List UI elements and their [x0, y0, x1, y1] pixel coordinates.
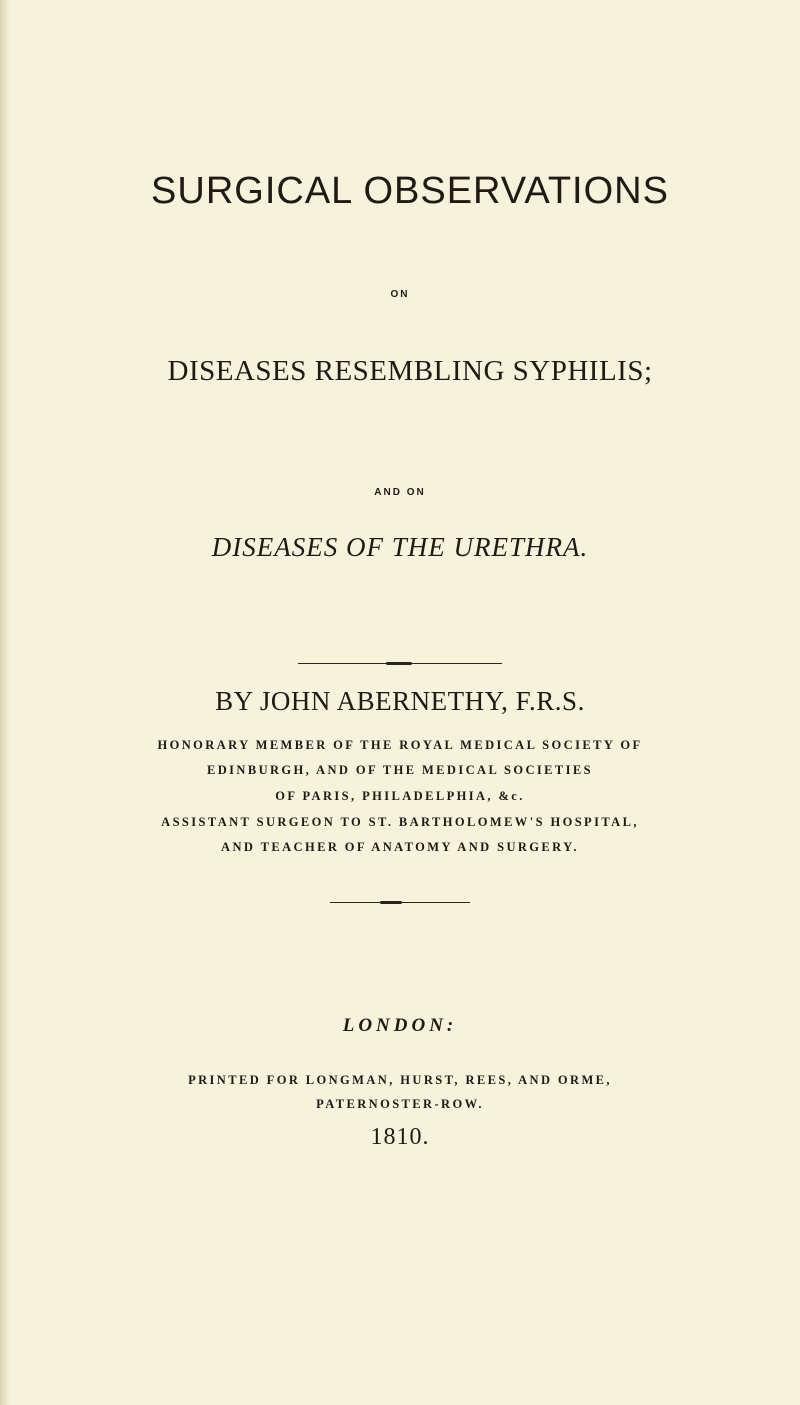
ornamental-rule: [298, 663, 502, 664]
credential-line: HONORARY MEMBER OF THE ROYAL MEDICAL SOCIETY OF: [157, 738, 643, 752]
subtitle-syphilis: DISEASES RESEMBLING SYPHILIS;: [167, 355, 653, 387]
imprint-place: LONDON:: [342, 1015, 458, 1036]
imprint-printer: PRINTED FOR LONGMAN, HURST, REES, AND ORME,: [188, 1073, 612, 1087]
connector-on: ON: [390, 289, 410, 300]
connector-and-on: AND ON: [374, 487, 426, 498]
ornamental-rule: [330, 902, 470, 903]
credential-line: EDINBURGH, AND OF THE MEDICAL SOCIETIES: [206, 763, 594, 777]
credential-line: AND TEACHER OF ANATOMY AND SURGERY.: [221, 840, 579, 854]
credential-line: OF PARIS, PHILADELPHIA, &c.: [275, 789, 525, 803]
imprint-address: PATERNOSTER-ROW.: [316, 1097, 484, 1111]
imprint-year: 1810.: [370, 1124, 430, 1150]
book-title: SURGICAL OBSERVATIONS: [151, 170, 669, 212]
credential-line: ASSISTANT SURGEON TO ST. BARTHOLOMEW'S HOSPITAL,: [161, 815, 639, 829]
subtitle-urethra: DISEASES OF THE URETHRA.: [211, 532, 589, 562]
author-byline: BY JOHN ABERNETHY, F.R.S.: [215, 686, 585, 716]
